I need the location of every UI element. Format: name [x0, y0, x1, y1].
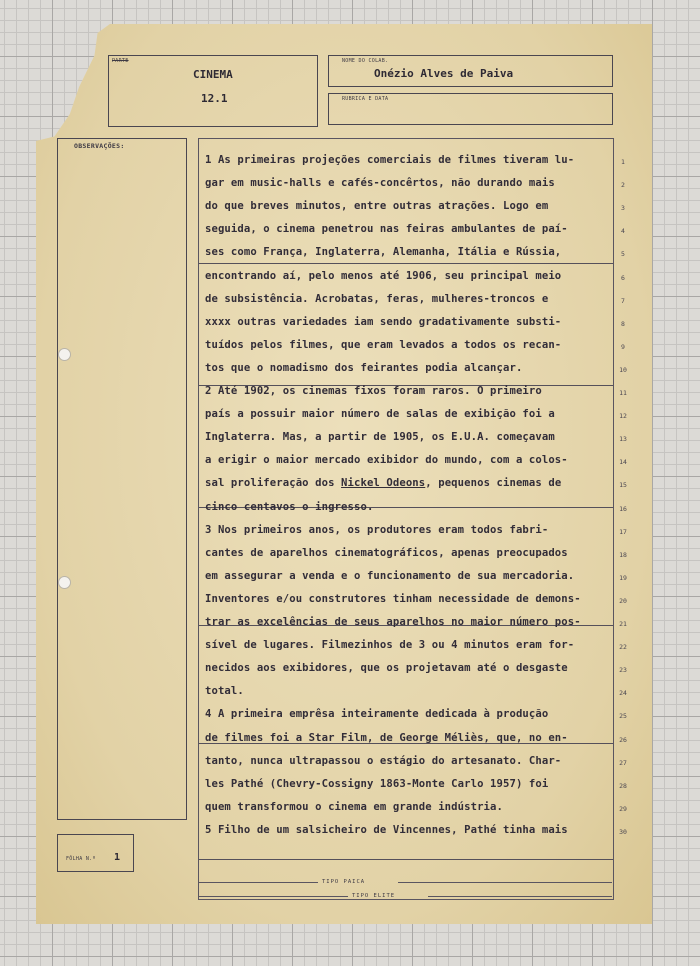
line-number: 23	[619, 666, 627, 675]
text-line: quem transformou o cinema em grande indústria.	[205, 800, 503, 813]
text-line: tos que o nomadismo dos feirantes podia alcançar.	[205, 361, 523, 374]
line-number: 14	[619, 458, 627, 467]
text-line: país a possuir maior número de salas de exibição foi a	[205, 408, 555, 421]
line-number: 17	[619, 527, 627, 536]
text-line: a erigir o maior mercado exibidor do mundo, com a colos-	[205, 454, 568, 467]
line-number: 22	[619, 643, 627, 652]
line-number: 1	[621, 158, 625, 166]
line-number: 12	[619, 412, 627, 421]
text-line: les Pathé (Chevry-Cossigny 1863-Monte Carlo 1957) foi	[205, 777, 549, 790]
punch-hole-bottom	[58, 576, 71, 589]
line-number: 11	[619, 389, 627, 397]
line-number: 24	[619, 689, 627, 698]
text-line: seguida, o cinema penetrou nas feiras ambulantes de paí-	[205, 223, 568, 236]
line-number: 13	[619, 435, 627, 444]
text-line: 2 Até 1902, os cinemas fixos foram raros. O primeiro	[205, 385, 542, 397]
line-number: 4	[621, 227, 625, 236]
elite-rule-left	[198, 896, 348, 897]
observations-label: OBSERVAÇÕES:	[74, 142, 125, 150]
text-line: tuídos pelos filmes, que eram levados a todos os recan-	[205, 338, 562, 351]
frame-divider	[199, 859, 613, 860]
line-number: 30	[619, 827, 627, 836]
text-line: ses como França, Inglaterra, Alemanha, Itália e Rússia,	[205, 246, 562, 259]
text-line: necidos aos exibidores, que os projetavam até o desgaste	[205, 662, 568, 675]
tipo-paica-label: TIPO PAICA	[322, 879, 366, 885]
line-number: 20	[619, 596, 627, 605]
text-line: cantes de aparelhos cinematográficos, apenas preocupados	[205, 546, 568, 559]
text-line: total.	[205, 685, 244, 698]
text-line: do que breves minutos, entre outras atrações. Logo em	[205, 200, 549, 213]
punch-hole-top	[58, 348, 71, 361]
text-line: 4 A primeira emprêsa inteiramente dedicada à produção	[205, 708, 549, 721]
line-number: 19	[619, 573, 627, 582]
line-number: 27	[619, 758, 627, 767]
text-line: sível de lugares. Filmezinhos de 3 ou 4 minutos eram for-	[205, 639, 575, 652]
line-number: 18	[619, 550, 627, 559]
text-line: Inglaterra. Mas, a partir de 1905, os E.U.A. começavam	[205, 431, 555, 444]
line-number: 5	[621, 250, 625, 259]
line-number: 25	[619, 712, 627, 721]
topic-title: CINEMA	[193, 68, 233, 81]
author-label: NOME DO COLAB.	[342, 58, 389, 64]
tipo-elite-label: TIPO ELITE	[352, 893, 396, 899]
text-line: xxxx outras variedades iam sendo gradativamente substi-	[205, 315, 562, 328]
sheet-number: 1	[114, 852, 121, 863]
sheet-label: FÔLHA N.º	[66, 856, 96, 862]
topic-box	[108, 55, 318, 127]
sheet-number-box	[57, 834, 134, 872]
paica-rule-right	[398, 882, 612, 883]
text-line: de filmes foi a Star Film, de George Méliès, que, no en-	[205, 731, 568, 744]
part-label: PARTE	[112, 58, 129, 64]
text-line: 3 Nos primeiros anos, os produtores eram todos fabri-	[205, 523, 549, 536]
line-number: 28	[619, 781, 627, 790]
text-line: tanto, nunca ultrapassou o estágio do artesanato. Char-	[205, 754, 562, 767]
line-number: 26	[619, 735, 627, 744]
line-number: 29	[619, 804, 627, 813]
text-line: de subsistência. Acrobatas, feras, mulheres-troncos e	[205, 292, 549, 305]
text-line: trar as excelências de seus aparelhos no maior número pos-	[205, 616, 581, 628]
text-line: em assegurar a venda e o funcionamento de sua mercadoria.	[205, 569, 575, 582]
text-line: encontrando aí, pelo menos até 1906, seu principal meio	[205, 269, 562, 282]
text-line: 5 Filho de um salsicheiro de Vincennes, Pathé tinha mais	[205, 823, 568, 836]
elite-rule-right	[428, 896, 612, 897]
line-number: 3	[621, 204, 625, 213]
line-number: 7	[621, 296, 625, 305]
text-line: cinco centavos o ingresso.	[205, 500, 374, 513]
paica-rule-left	[198, 882, 318, 883]
text-line: sal proliferação dos Nickel Odeons, pequenos cinemas de	[205, 477, 562, 490]
line-number: 6	[621, 273, 625, 282]
frame-divider	[199, 263, 613, 264]
line-number: 2	[621, 181, 625, 190]
signature-label: RUBRICA E DATA	[342, 96, 389, 102]
text-line: 1 As primeiras projeções comerciais de filmes tiveram lu-	[205, 154, 575, 166]
line-number: 8	[621, 319, 625, 328]
line-number: 10	[619, 365, 627, 374]
line-number: 21	[619, 620, 627, 628]
author-name: Onézio Alves de Paiva	[374, 67, 514, 80]
line-number: 16	[619, 504, 627, 513]
text-line: Inventores e/ou construtores tinham necessidade de demons-	[205, 592, 581, 605]
line-number: 15	[619, 481, 627, 490]
observations-box	[57, 138, 187, 820]
text-line: gar em music-halls e cafés-concêrtos, não durando mais	[205, 177, 555, 190]
topic-code: 12.1	[201, 92, 228, 105]
line-number: 9	[621, 342, 625, 351]
